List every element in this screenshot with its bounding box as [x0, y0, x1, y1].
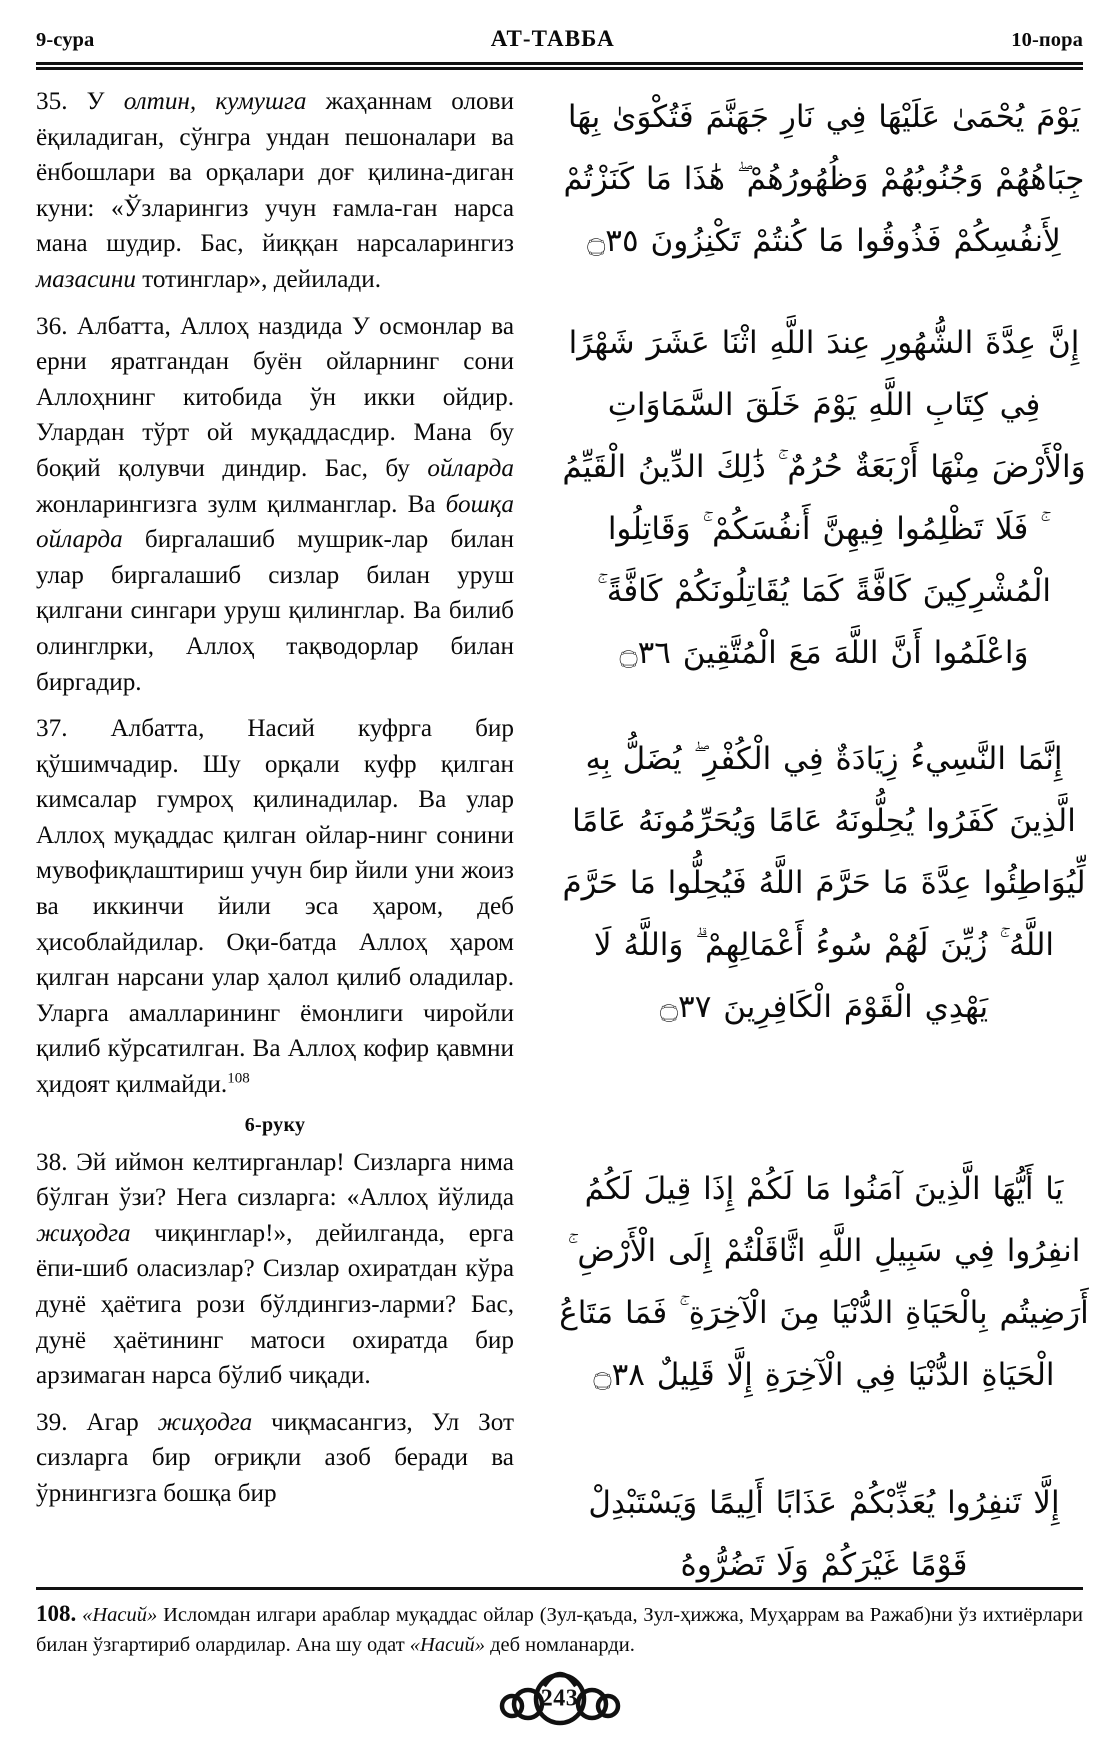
arabic-verse-38: يَا أَيُّهَا الَّذِينَ آمَنُوا مَا لَكُمْ إِذَا قِيلَ لَكُمُ انفِرُوا فِي سَبِيلِ اللَّهِ اثَّاقَلْتُمْ إِلَى الْأَرْضِ ۚ أَرَضِيتُم بِالْحَيَاةِ الدُّنْيَا مِنَ الْآخِرَةِ ۚ فَمَا مَتَاعُ الْحَيَاةِ الدُّنْيَا فِي الْآخِرَةِ إِلَّا قَلِيلٌ ۝٣٨	[559, 1171, 1089, 1393]
verse-paragraph-36: 36. Албатта, Аллоҳ наздида У осмонлар ва ерни яратгандан буён ойларнинг сони Аллоҳнинг китобида ўн икки ойдир. Улардан тўрт ой муқаддасдир. Мана бу боқий қолувчи диндир. Бас, бу ойларда жонларингизга зулм қилманглар. Ва бошқа ойларда биргалашиб мушрик-лар билан улар биргалашиб сизлар билан уруш қилгани сингари уруш қилинглар. Ва билиб олинглрки, Аллоҳ тақводорлар билан биргадир.	[36, 312, 514, 696]
page-number-ornament-icon	[482, 1668, 638, 1730]
translation-column	[36, 84, 514, 1523]
ruku-heading: 6-руку	[244, 1113, 306, 1136]
verse-paragraph-39: 39. Агар жиҳодга чиқмасангиз, Ул Зот сизларга бир оғриқли азоб беради ва ўрнингизга бошқа бир	[36, 1408, 515, 1507]
arabic-verse-39: إِلَّا تَنفِرُوا يُعَذِّبْكُمْ عَذَابًا أَلِيمًا وَيَسْتَبْدِلْ قَوْمًا غَيْرَكُمْ وَلَا تَضُرُّوهُ	[588, 1485, 1060, 1583]
page-body	[0, 84, 1119, 1584]
juz-number-label: 10-пора	[1011, 29, 1083, 51]
footnote-108: 108. «Насий» Исломдан илгари араблар муқаддас ойлар (Зул-қаъда, Зул-ҳижжа, Муҳаррам ва Ражаб)ни ўз ихтиёрлари билан ўзгартириб олардилар. Ана шу одат «Насий» деб номланарди.	[36, 1601, 1084, 1656]
arabic-column	[559, 84, 1089, 1596]
header-divider	[36, 62, 1083, 70]
surah-name-title: АТ-ТАВБА	[490, 26, 615, 51]
page-number: 243	[540, 1685, 579, 1712]
verse-paragraph-37: 37. Албатта, Насий куфрга бир қўшимчадир. Шу орқали куфр қилган кимсалар гумроҳ қилинадилар. Ва улар Аллоҳ муқаддас қилган ойлар-нинг сонини мувофиқлаштириш учун бир йили уни жоиз ва иккинчи йили эса ҳаром, деб ҳисоблайдилар. Оқи-батда Аллоҳ ҳаром қилган нарсани улар ҳалол қилиб оладилар. Уларга амалларининг ёмонлиги чиройли қилиб кўрсатилган. Ва Аллоҳ кофир қавмни ҳидоят қилмайди.$^{108}$	[36, 715, 514, 1099]
verse-paragraph-38: 38. Эй иймон келтирганлар! Сизларга нима бўлган ўзи? Нега сизларга: «Аллоҳ йўлида жиҳодга чиқинглар!», дейилганда, ерга ёпи-шиб оласизлар? Сизлар охиратдан кўра дунё ҳаётига рози бўлдингиз-ларми? Бас, дунё ҳаётининг матоси охиратда бир арзимаган нарса бўлиб чиқади.	[36, 1148, 514, 1390]
footnote-divider	[36, 1587, 1083, 1590]
page-number-block	[0, 1668, 1119, 1730]
surah-number-label: 9-сура	[36, 29, 95, 51]
arabic-verse-36: إِنَّ عِدَّةَ الشُّهُورِ عِندَ اللَّهِ اثْنَا عَشَرَ شَهْرًا فِي كِتَابِ اللَّهِ يَوْمَ خَلَقَ السَّمَاوَاتِ وَالْأَرْضَ مِنْهَا أَرْبَعَةٌ حُرُمٌ ۚ ذَٰلِكَ الدِّينُ الْقَيِّمُ ۚ فَلَا تَظْلِمُوا فِيهِنَّ أَنفُسَكُمْ ۚ وَقَاتِلُوا الْمُشْرِكِينَ كَافَّةً كَمَا يُقَاتِلُونَكُمْ كَافَّةً ۚ وَاعْلَمُوا أَنَّ اللَّهَ مَعَ الْمُتَّقِينَ ۝٣٦	[562, 325, 1086, 671]
verse-paragraph-35: 35. У олтин, кумушга жаҳаннам олови ёқиладиган, сўнгра ундан пешоналари ва ёнбошлари ва орқалари доғ қилина-диган куни: «Ўзларингиз учун ғамла-ган нарса мана шудир. Бас, йиққан нарсаларингиз мазасини тотинглар», дейилади.	[36, 88, 515, 293]
page-running-head	[36, 26, 1083, 66]
arabic-verse-35: يَوْمَ يُحْمَىٰ عَلَيْهَا فِي نَارِ جَهَنَّمَ فَتُكْوَىٰ بِهَا جِبَاهُهُمْ وَجُنُوبُهُمْ وَظُهُورُهُمْ ۖ هَٰذَا مَا كَنَزْتُمْ لِأَنفُسِكُمْ فَذُوقُوا مَا كُنتُمْ تَكْنِزُونَ ۝٣٥	[563, 99, 1085, 259]
arabic-verse-37: إِنَّمَا النَّسِيءُ زِيَادَةٌ فِي الْكُفْرِ ۖ يُضَلُّ بِهِ الَّذِينَ كَفَرُوا يُحِلُّونَهُ عَامًا وَيُحَرِّمُونَهُ عَامًا لِّيُوَاطِئُوا عِدَّةَ مَا حَرَّمَ اللَّهُ فَيُحِلُّوا مَا حَرَّمَ اللَّهُ ۚ زُيِّنَ لَهُمْ سُوءُ أَعْمَالِهِمْ ۗ وَاللَّهُ لَا يَهْدِي الْقَوْمَ الْكَافِرِينَ ۝٣٧	[562, 741, 1086, 1025]
